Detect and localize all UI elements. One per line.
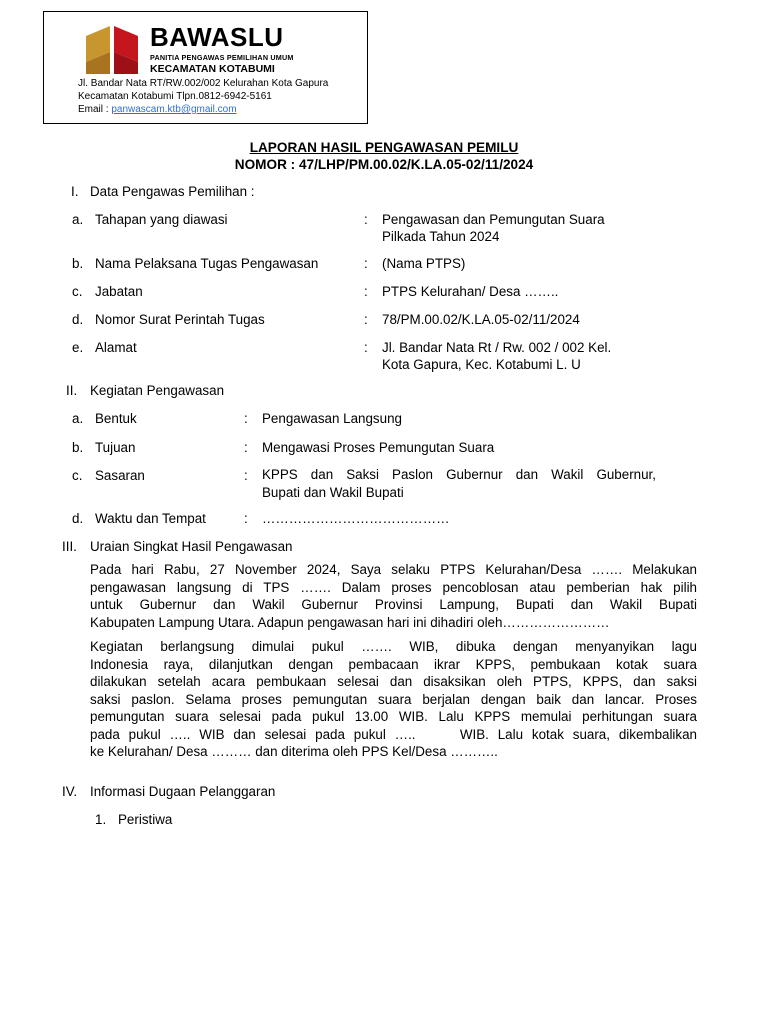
address-line-1: Jl. Bandar Nata RT/RW.002/002 Kelurahan Kota Gapura [78, 78, 329, 89]
paragraph-line: Pada hari Rabu, 27 November 2024, Saya selaku PTPS Kelurahan/Desa ……. Melakukan [90, 562, 697, 577]
email-row [78, 104, 237, 116]
s1-c-value: PTPS Kelurahan/ Desa …….. [382, 284, 559, 299]
paragraph-line: pengawasan langsung di TPS ……. Dalam proses pencoblosan atau pemberian hak pilih [90, 579, 697, 595]
s1-c-colon: : [364, 284, 368, 299]
s2-d-value: …………………………………… [262, 511, 450, 526]
s1-a-letter: a. [72, 212, 84, 227]
s1-a-value-cont: Pilkada Tahun 2024 [382, 229, 500, 244]
s1-d-value: 78/PM.00.02/K.LA.05-02/11/2024 [382, 312, 580, 327]
s1-a-label: Tahapan yang diawasi [95, 212, 228, 227]
s1-d-label: Nomor Surat Perintah Tugas [95, 312, 265, 327]
s1-a-colon: : [364, 212, 368, 227]
s1-c-letter: c. [72, 284, 83, 299]
bawaslu-logo-icon [80, 22, 142, 76]
section-4-numeral: IV. [62, 784, 78, 799]
s1-d-letter: d. [72, 312, 84, 327]
s2-b-colon: : [244, 440, 248, 455]
section-2-numeral: II. [66, 383, 78, 398]
s1-e-value-cont: Kota Gapura, Kec. Kotabumi L. U [382, 357, 581, 372]
org-name: BAWASLU [150, 22, 284, 52]
email-label: Email : [78, 104, 109, 115]
paragraph-line: pada pukul ….. WIB dan selesai pada pukul ….. WIB. Lalu kotak suara, dikembalikan [90, 726, 697, 742]
s2-d-label: Waktu dan Tempat [95, 511, 206, 526]
section-3-heading: Uraian Singkat Hasil Pengawasan [90, 539, 293, 554]
s2-c-value: KPPS dan Saksi Paslon Gubernur dan Wakil Gubernur, [262, 467, 656, 482]
org-subtitle: PANITIA PENGAWAS PEMILIHAN UMUM [150, 53, 294, 62]
paragraph-line: saksi paslon. Selama proses pemungutan suara berjalan dengan baik dan lancar. Proses [90, 691, 697, 707]
report-title: LAPORAN HASIL PENGAWASAN PEMILU [249, 140, 519, 155]
paragraph-line: ke Kelurahan/ Desa ……… dan diterima oleh PPS Kel/Desa ……….. [90, 744, 498, 759]
s1-c-label: Jabatan [95, 284, 143, 299]
section-1-numeral: I. [71, 184, 79, 199]
org-unit: KECAMATAN KOTABUMI [150, 63, 275, 75]
s2-d-letter: d. [72, 511, 84, 526]
letterhead [43, 11, 368, 124]
s1-d-colon: : [364, 312, 368, 327]
paragraph-line: Kegiatan berlangsung dimulai pukul ……. WIB, dibuka dengan menyanyikan lagu [90, 639, 697, 654]
paragraph-line: Indonesia raya, dilanjutkan dengan pembacaan ikrar KPPS, pembukaan kotak suara [90, 656, 697, 672]
s4-item-1-label: Peristiwa [118, 812, 173, 827]
s2-b-label: Tujuan [95, 440, 136, 455]
s2-c-letter: c. [72, 468, 83, 483]
email-link[interactable]: panwascam.ktb@gmail.com [111, 104, 237, 115]
s1-b-label: Nama Pelaksana Tugas Pengawasan [95, 256, 319, 271]
section-4-heading: Informasi Dugaan Pelanggaran [90, 784, 276, 799]
s2-b-letter: b. [72, 440, 84, 455]
s1-b-value: (Nama PTPS) [382, 256, 466, 271]
s2-c-label: Sasaran [95, 468, 145, 483]
section-2-heading: Kegiatan Pengawasan [90, 383, 225, 398]
s1-e-value: Jl. Bandar Nata Rt / Rw. 002 / 002 Kel. [382, 340, 612, 355]
section-3-numeral: III. [62, 539, 77, 554]
s4-item-1-number: 1. [95, 812, 107, 827]
s1-a-value: Pengawasan dan Pemungutan Suara [382, 212, 605, 227]
s1-e-colon: : [364, 340, 368, 355]
s2-a-label: Bentuk [95, 411, 137, 426]
address-line-2: Kecamatan Kotabumi Tlpn.0812-6942-5161 [78, 91, 272, 102]
s1-b-letter: b. [72, 256, 84, 271]
paragraph-line: dilakukan setelah acara pembukaan selesai dan disaksikan oleh PTPS, KPPS, dan saksi [90, 674, 697, 689]
s1-b-colon: : [364, 256, 368, 271]
s2-a-letter: a. [72, 411, 84, 426]
report-number: NOMOR : 47/LHP/PM.00.02/K.LA.05-02/11/2024 [234, 157, 534, 172]
s2-c-value-cont: Bupati dan Wakil Bupati [262, 485, 404, 500]
section-1-heading: Data Pengawas Pemilihan : [90, 184, 255, 199]
s1-e-letter: e. [72, 340, 84, 355]
paragraph-line: untuk Gubernur dan Wakil Gubernur Provinsi Lampung, Bupati dan Wakil Bupati [90, 597, 697, 612]
paragraph-line: pemungutan suara selesai pada pukul 13.00 WIB. Lalu KPPS memulai perhitungan suara [90, 709, 697, 724]
s2-a-colon: : [244, 411, 248, 426]
paragraph-line: Kabupaten Lampung Utara. Adapun pengawasan hari ini dihadiri oleh…………………… [90, 614, 610, 630]
s2-a-value: Pengawasan Langsung [262, 411, 402, 426]
s2-d-colon: : [244, 511, 248, 526]
s2-b-value: Mengawasi Proses Pemungutan Suara [262, 440, 495, 455]
s1-e-label: Alamat [95, 340, 137, 355]
s2-c-colon: : [244, 468, 248, 483]
